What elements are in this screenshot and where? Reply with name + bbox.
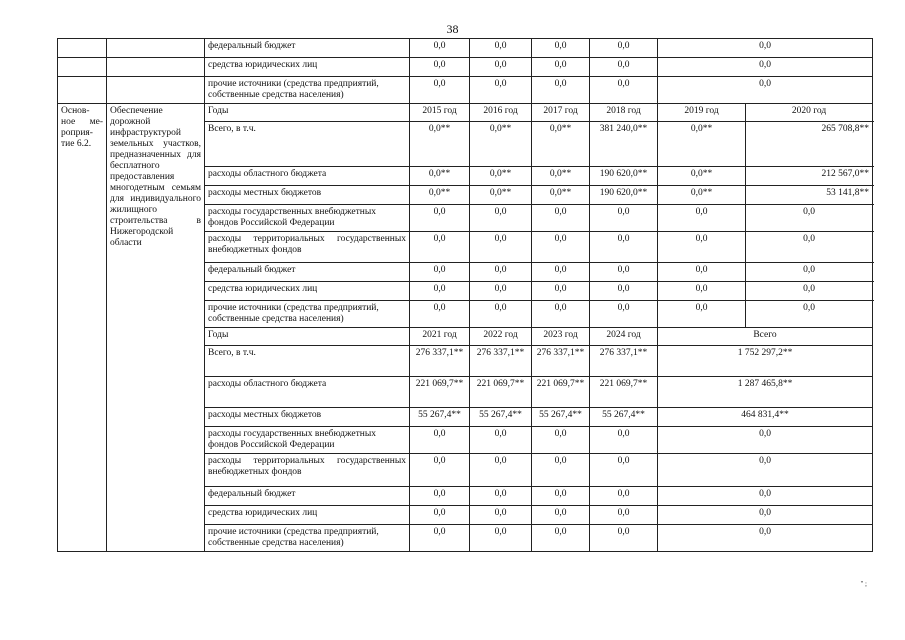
value-cell: 0,0 <box>410 232 470 263</box>
table-row <box>58 104 873 122</box>
empty-cell <box>58 77 107 104</box>
row-label: средства юридических лиц <box>205 506 410 525</box>
value-cell: 0,0 <box>470 454 532 487</box>
value-cell: 221 069,7** <box>470 377 532 408</box>
value-cell: 0,0 <box>410 205 470 232</box>
value-cell: 0,0** <box>658 167 746 186</box>
row-label: расходы государственных внебюджетных фондов Российской Федерации <box>205 427 410 454</box>
corner-mark: " ; <box>860 580 867 588</box>
total-cell: 1 752 297,2** <box>658 346 873 377</box>
value-cell: 0,0 <box>532 301 590 328</box>
total-cell: 1 287 465,8** <box>658 377 873 408</box>
value-cell: 381 240,0** <box>590 122 658 167</box>
value-cell: 0,0 <box>746 263 873 282</box>
value-cell: 0,0 <box>532 39 590 58</box>
value-cell: 55 267,4** <box>590 408 658 427</box>
value-cell: 0,0 <box>532 263 590 282</box>
total-cell: 0,0 <box>658 454 873 487</box>
value-cell: 0,0 <box>532 525 590 552</box>
value-cell: 55 267,4** <box>532 408 590 427</box>
value-cell: 0,0 <box>410 427 470 454</box>
row-label: расходы областного бюджета <box>205 167 410 186</box>
total-cell: 0,0 <box>658 525 873 552</box>
value-cell: 0,0 <box>410 454 470 487</box>
value-cell: 0,0 <box>470 282 532 301</box>
row-label: Всего, в т.ч. <box>205 122 410 167</box>
value-cell: 0,0** <box>470 167 532 186</box>
value-cell: 0,0 <box>470 77 532 104</box>
value-cell: 0,0 <box>470 58 532 77</box>
year-header: 2021 год <box>410 328 470 346</box>
year-header: 2017 год <box>532 104 590 122</box>
years-header-label: Годы <box>205 328 410 346</box>
row-label: расходы местных бюджетов <box>205 408 410 427</box>
value-cell: 0,0 <box>470 301 532 328</box>
value-cell: 0,0** <box>532 186 590 205</box>
row-label: средства юридических лиц <box>205 58 410 77</box>
value-cell: 0,0 <box>532 487 590 506</box>
year-header: 2018 год <box>590 104 658 122</box>
value-cell: 0,0 <box>658 232 746 263</box>
value-cell: 0,0 <box>746 232 873 263</box>
value-cell: 0,0 <box>590 487 658 506</box>
table-row <box>58 39 873 58</box>
row-label: расходы территориальных государственных внебюджетных фондов <box>205 232 410 263</box>
value-cell: 0,0 <box>410 282 470 301</box>
empty-cell <box>58 39 107 58</box>
value-cell: 0,0 <box>470 39 532 58</box>
value-cell: 0,0 <box>658 301 746 328</box>
value-cell: 0,0** <box>410 186 470 205</box>
value-cell: 0,0 <box>470 487 532 506</box>
value-cell: 0,0 <box>590 77 658 104</box>
page-number: 38 <box>446 22 459 36</box>
value-cell: 0,0** <box>532 167 590 186</box>
empty-cell <box>107 77 205 104</box>
value-cell: 0,0 <box>410 77 470 104</box>
value-cell: 0,0 <box>532 282 590 301</box>
value-cell: 0,0 <box>532 232 590 263</box>
row-label: прочие источники (средства предприятий, собственные средства населения) <box>205 77 410 104</box>
value-cell: 0,0 <box>470 263 532 282</box>
value-cell: 0,0 <box>470 427 532 454</box>
empty-cell <box>107 58 205 77</box>
empty-cell <box>58 58 107 77</box>
total-cell: 0,0 <box>658 487 873 506</box>
funding-table <box>57 38 873 552</box>
value-cell: 221 069,7** <box>410 377 470 408</box>
value-cell: 0,0 <box>410 263 470 282</box>
row-label: расходы областного бюджета <box>205 377 410 408</box>
value-cell: 0,0 <box>658 39 873 58</box>
value-cell: 0,0** <box>532 122 590 167</box>
value-cell: 0,0** <box>410 167 470 186</box>
years-header-label: Годы <box>205 104 410 122</box>
value-cell: 0,0 <box>410 39 470 58</box>
year-header: 2024 год <box>590 328 658 346</box>
value-cell: 265 708,8** <box>746 122 873 167</box>
value-cell: 0,0 <box>590 454 658 487</box>
value-cell: 0,0 <box>590 39 658 58</box>
value-cell: 0,0 <box>410 301 470 328</box>
year-header: 2019 год <box>658 104 746 122</box>
value-cell: 0,0 <box>658 58 873 77</box>
value-cell: 0,0 <box>532 77 590 104</box>
total-header: Всего <box>658 328 873 346</box>
value-cell: 0,0 <box>590 427 658 454</box>
value-cell: 0,0 <box>410 487 470 506</box>
value-cell: 276 337,1** <box>470 346 532 377</box>
value-cell: 190 620,0** <box>590 186 658 205</box>
table-row <box>58 77 873 104</box>
value-cell: 0,0 <box>532 454 590 487</box>
row-label: федеральный бюджет <box>205 39 410 58</box>
value-cell: 0,0 <box>532 427 590 454</box>
value-cell: 0,0 <box>590 525 658 552</box>
value-cell: 0,0** <box>658 122 746 167</box>
value-cell: 0,0 <box>470 232 532 263</box>
value-cell: 0,0 <box>532 205 590 232</box>
measure-code: Основ-ное ме-роприя-тие 6.2. <box>58 104 107 552</box>
value-cell: 0,0 <box>410 506 470 525</box>
row-label: расходы государственных внебюджетных фондов Российской Федерации <box>205 205 410 232</box>
value-cell: 221 069,7** <box>590 377 658 408</box>
year-header: 2015 год <box>410 104 470 122</box>
value-cell: 0,0 <box>590 263 658 282</box>
value-cell: 0,0 <box>590 58 658 77</box>
value-cell: 276 337,1** <box>532 346 590 377</box>
row-label: расходы территориальных государственных внебюджетных фондов <box>205 454 410 487</box>
value-cell: 0,0 <box>590 282 658 301</box>
row-label: Всего, в т.ч. <box>205 346 410 377</box>
value-cell: 0,0 <box>746 205 873 232</box>
value-cell: 276 337,1** <box>590 346 658 377</box>
row-label: федеральный бюджет <box>205 263 410 282</box>
value-cell: 0,0 <box>590 205 658 232</box>
value-cell: 0,0 <box>410 525 470 552</box>
year-header: 2023 год <box>532 328 590 346</box>
total-cell: 464 831,4** <box>658 408 873 427</box>
table-row <box>58 58 873 77</box>
value-cell: 0,0 <box>658 282 746 301</box>
value-cell: 0,0 <box>658 77 873 104</box>
value-cell: 0,0 <box>532 58 590 77</box>
total-cell: 0,0 <box>658 506 873 525</box>
row-label: средства юридических лиц <box>205 282 410 301</box>
value-cell: 0,0 <box>590 506 658 525</box>
value-cell: 0,0** <box>410 122 470 167</box>
row-label: прочие источники (средства предприятий, собственные средства населения) <box>205 301 410 328</box>
value-cell: 0,0 <box>590 301 658 328</box>
value-cell: 0,0** <box>470 186 532 205</box>
year-header: 2020 год <box>746 104 873 122</box>
value-cell: 0,0 <box>470 205 532 232</box>
year-header: 2016 год <box>470 104 532 122</box>
value-cell: 0,0 <box>532 506 590 525</box>
value-cell: 53 141,8** <box>746 186 873 205</box>
measure-name: Обеспечение дорожной инфраструктурой земельных участков, предназначенных для бесплатного предоставления многодетным семьям для индивидуального жилищного строительства в Нижегородской области <box>107 104 205 552</box>
total-cell: 0,0 <box>658 427 873 454</box>
value-cell: 0,0 <box>746 282 873 301</box>
value-cell: 0,0 <box>470 506 532 525</box>
value-cell: 212 567,0** <box>746 167 873 186</box>
value-cell: 0,0 <box>590 232 658 263</box>
value-cell: 276 337,1** <box>410 346 470 377</box>
value-cell: 0,0 <box>658 263 746 282</box>
value-cell: 0,0** <box>658 186 746 205</box>
row-label: федеральный бюджет <box>205 487 410 506</box>
value-cell: 55 267,4** <box>410 408 470 427</box>
value-cell: 0,0 <box>470 525 532 552</box>
value-cell: 221 069,7** <box>532 377 590 408</box>
value-cell: 55 267,4** <box>470 408 532 427</box>
row-label: прочие источники (средства предприятий, собственные средства населения) <box>205 525 410 552</box>
value-cell: 0,0 <box>658 205 746 232</box>
value-cell: 190 620,0** <box>590 167 658 186</box>
value-cell: 0,0** <box>470 122 532 167</box>
row-label: расходы местных бюджетов <box>205 186 410 205</box>
value-cell: 0,0 <box>410 58 470 77</box>
empty-cell <box>107 39 205 58</box>
year-header: 2022 год <box>470 328 532 346</box>
value-cell: 0,0 <box>746 301 873 328</box>
